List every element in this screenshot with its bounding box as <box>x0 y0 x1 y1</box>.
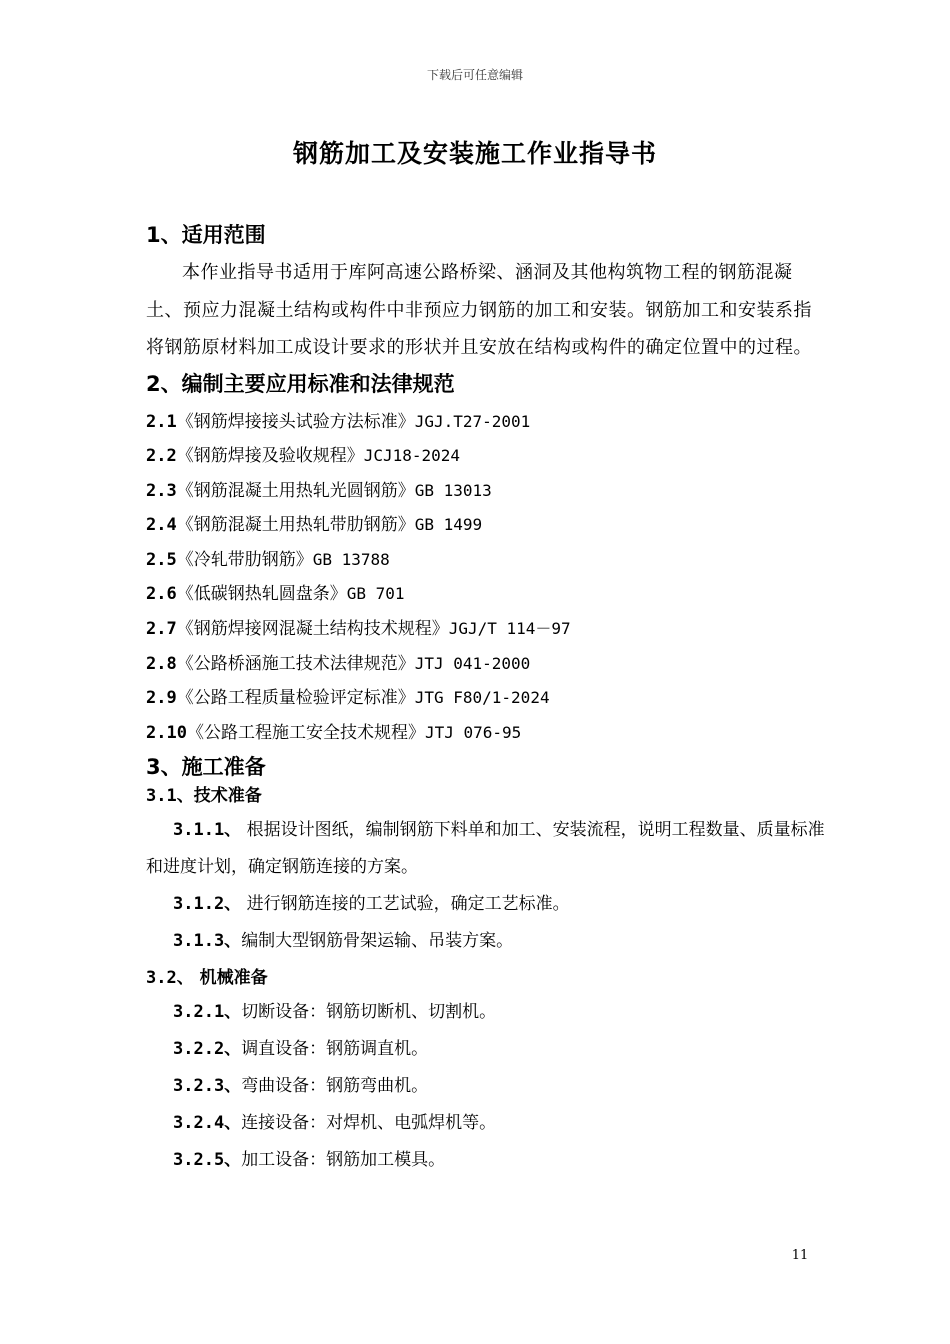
standard-item: 2.5《冷轧带肋钢筋》GB 13788 <box>146 549 390 570</box>
standards-list <box>146 405 826 751</box>
standard-item: 2.3《钢筋混凝土用热轧光圆钢筋》GB 13013 <box>146 480 492 501</box>
page-number: 11 <box>791 1248 809 1263</box>
subsection-3-2-heading: 3.2、 机械准备 <box>146 968 268 989</box>
list-item: 3.1.1、 根据设计图纸，编制钢筋下料单和加工、安装流程，说明工程数量、质量标准和进度计划，确定钢筋连接的方案。 <box>146 820 825 878</box>
document-body <box>146 218 826 1179</box>
list-item: 3.1.2、 进行钢筋连接的工艺试验，确定工艺标准。 <box>173 894 570 915</box>
standard-item: 2.1《钢筋焊接接头试验方法标准》JGJ.T27-2001 <box>146 411 531 432</box>
standard-item: 2.6《低碳钢热轧圆盘条》GB 701 <box>146 584 405 605</box>
list-item: 3.1.3、编制大型钢筋骨架运输、吊装方案。 <box>173 931 514 952</box>
section-1-heading: 1、适用范围 <box>146 223 266 247</box>
section-3-heading: 3、施工准备 <box>146 755 266 780</box>
standard-item: 2.7《钢筋焊接网混凝土结构技术规程》JGJ/T 114－97 <box>146 619 571 640</box>
list-item: 3.2.5、加工设备：钢筋加工模具。 <box>173 1150 446 1171</box>
section-1-paragraph: 本作业指导书适用于库阿高速公路桥梁、涵洞及其他构筑物工程的钢筋混凝土、预应力混凝土结构或构件中非预应力钢筋的加工和安装。钢筋加工和安装系指将钢筋原材料加工成设计要求的形状并且安放在结构或构件的确定位置中的过程。 <box>146 262 812 358</box>
list-item: 3.2.1、切断设备：钢筋切断机、切割机。 <box>173 1002 497 1023</box>
standard-item: 2.2《钢筋焊接及验收规程》JCJ18-2024 <box>146 446 461 467</box>
standard-item: 2.9《公路工程质量检验评定标准》JTG F80/1-2024 <box>146 688 550 709</box>
header-note: 下载后可任意编辑 <box>426 68 523 82</box>
standard-item: 2.4《钢筋混凝土用热轧带肋钢筋》GB 1499 <box>146 515 483 536</box>
subsection-3-1-heading: 3.1、技术准备 <box>146 786 262 807</box>
document-title: 钢筋加工及安装施工作业指导书 <box>292 139 657 168</box>
list-item: 3.2.3、弯曲设备：钢筋弯曲机。 <box>173 1076 429 1097</box>
section-2-heading: 2、编制主要应用标准和法律规范 <box>146 371 455 396</box>
standard-item: 2.10《公路工程施工安全技术规程》JTJ 076-95 <box>146 722 522 743</box>
standard-item: 2.8《公路桥涵施工技术法律规范》JTJ 041-2000 <box>146 653 531 674</box>
list-item: 3.2.2、调直设备：钢筋调直机。 <box>173 1039 429 1060</box>
list-item: 3.2.4、连接设备：对焊机、电弧焊机等。 <box>173 1113 497 1134</box>
